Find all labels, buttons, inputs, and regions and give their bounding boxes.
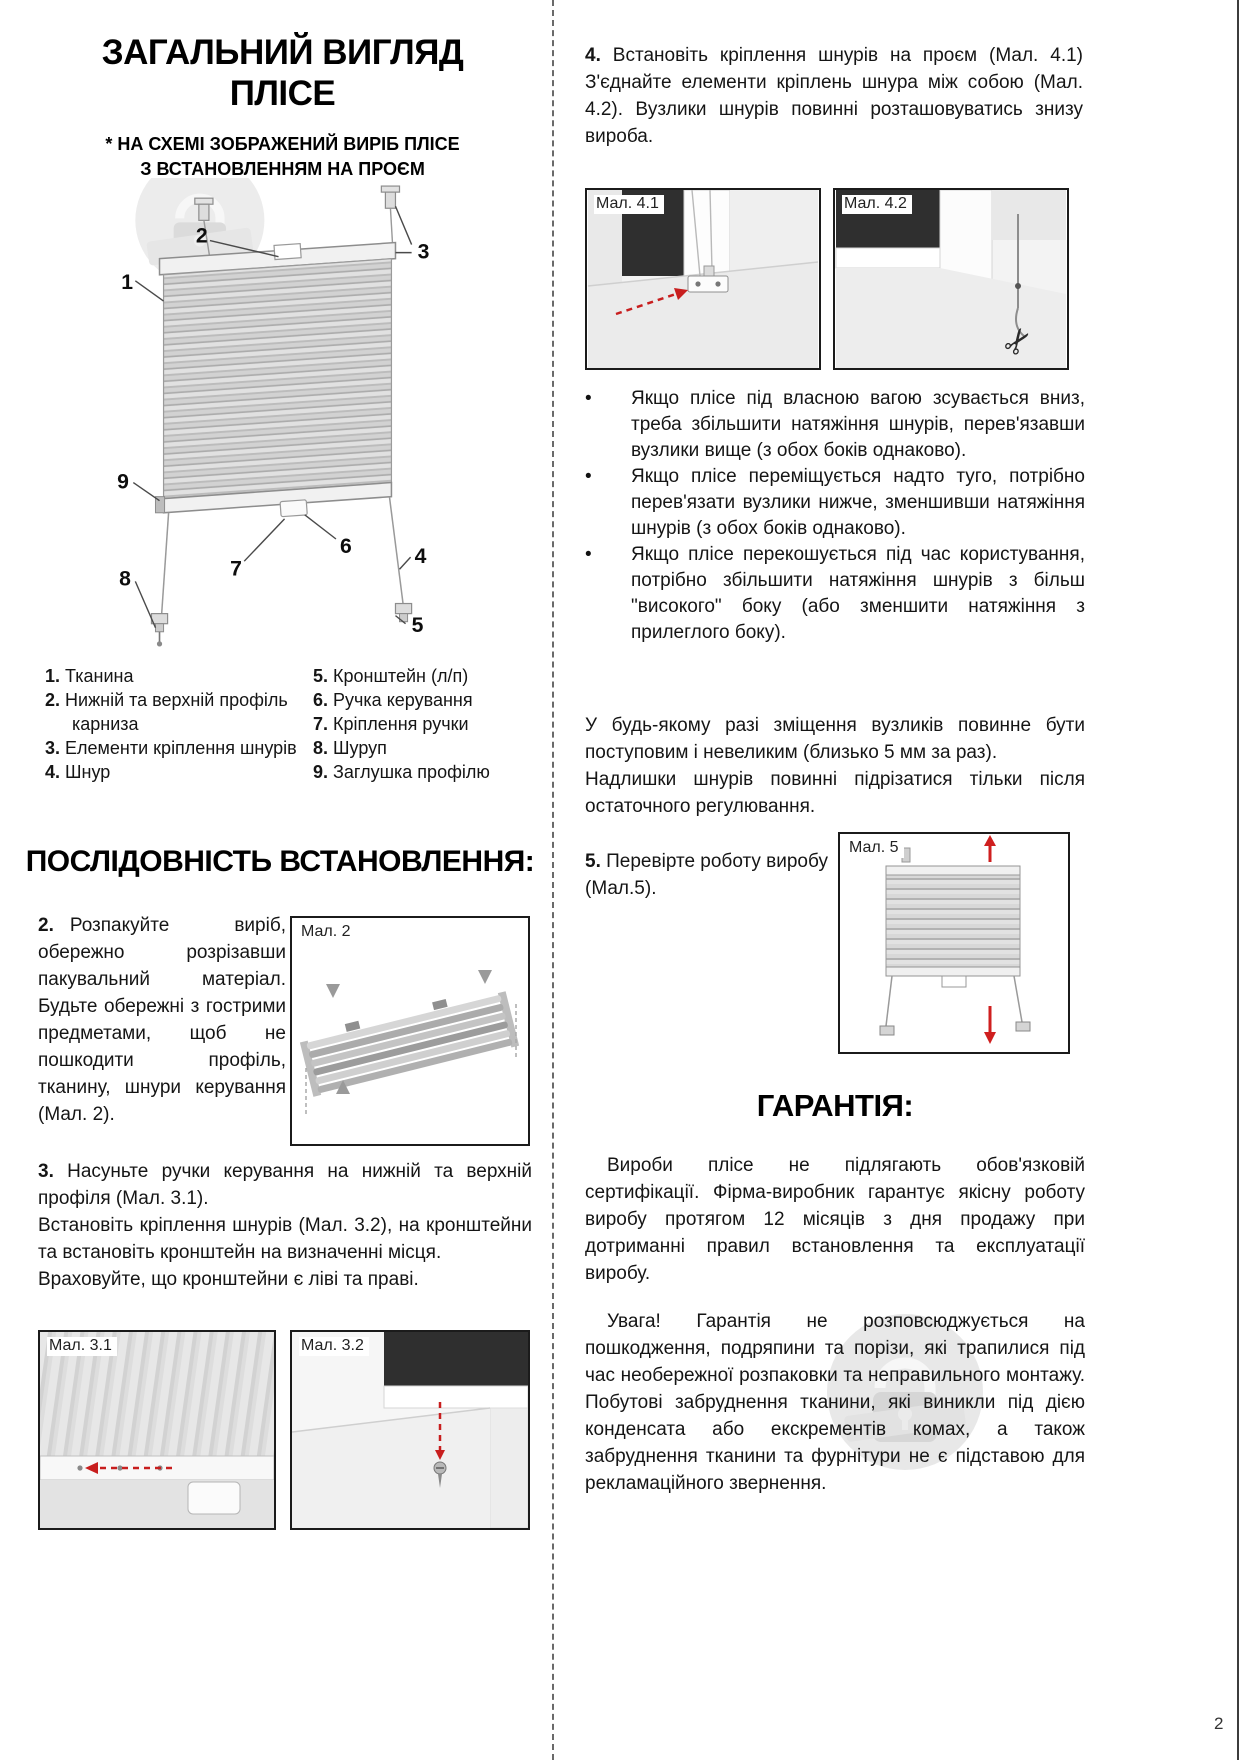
adjustment-bullets bbox=[585, 386, 1085, 646]
page-edge-line bbox=[1237, 0, 1239, 1760]
step-2-paragraph: 2. Розпакуйте виріб, обережно розрізавши пакувальний матеріал. Будьте обережні з гострими предметами, щоб не пошкодити профіль, тканину, шнури керування (Мал. 2). bbox=[38, 915, 286, 1125]
figure-5-image bbox=[840, 834, 1068, 1052]
overview-title-line1: ЗАГАЛЬНИЙ ВИГЛЯД bbox=[101, 33, 464, 72]
legend-item: 7. Кріплення ручки bbox=[313, 714, 469, 734]
figure-4-1 bbox=[585, 188, 821, 370]
product-diagram bbox=[50, 178, 505, 660]
install-heading: ПОСЛІДОВНІСТЬ ВСТАНОВЛЕННЯ: bbox=[25, 845, 535, 878]
page-number: 2 bbox=[1214, 1714, 1224, 1733]
bullet-item: • Якщо плісе під власною вагою зсувається вниз, треба збільшити натяжіння шнурів, перев'язавши вузлики вище (з обох боків однаково). bbox=[585, 386, 1085, 464]
scissors-icon: ✂ bbox=[994, 319, 1043, 365]
column-divider bbox=[552, 0, 554, 1760]
callout-9: 9 bbox=[117, 470, 129, 494]
step-5-paragraph: 5. Перевірте роботу виробу (Мал.5). bbox=[585, 851, 828, 899]
figure-5 bbox=[838, 832, 1070, 1054]
figure-3-1 bbox=[38, 1330, 276, 1530]
bullet-marker: • bbox=[585, 466, 592, 487]
legend-item: 6. Ручка керування bbox=[313, 690, 473, 710]
overview-note bbox=[30, 132, 535, 182]
legend-item: 5. Кронштейн (л/п) bbox=[313, 666, 469, 686]
warranty-heading: ГАРАНТІЯ: bbox=[756, 1088, 914, 1123]
legend-item: 3. Елементи кріплення шнурів bbox=[45, 738, 297, 758]
overview-title-line2: ПЛІСЕ bbox=[229, 74, 336, 113]
adjustment-note-2: Надлишки шнурів повинні підрізатися тільки після остаточного регулювання. bbox=[585, 769, 1085, 817]
figure-3-1-label: Мал. 3.1 bbox=[47, 1337, 117, 1356]
callout-4: 4 bbox=[414, 545, 427, 569]
bottom-brackets bbox=[151, 604, 411, 647]
callout-3: 3 bbox=[417, 240, 430, 264]
overview-note-line1: * НА СХЕМІ ЗОБРАЖЕНИЙ ВИРІБ ПЛІСЕ bbox=[105, 134, 460, 154]
figure-4-2-label: Мал. 4.2 bbox=[842, 195, 912, 214]
overview-note-line2: З ВСТАНОВЛЕННЯМ НА ПРОЄМ bbox=[140, 159, 425, 179]
figure-3-2-label: Мал. 3.2 bbox=[299, 1337, 369, 1356]
step-4-number: 4. bbox=[585, 45, 601, 66]
bullet-marker: • bbox=[585, 544, 592, 565]
step-3-paragraph: 3. Насуньте ручки керування на нижній та верхній профіля (Мал. 3.1). Встановіть кріплення шнурів (Мал. 3.2), на кронштейни та встановіть кронштейн на визначенні місця. Враховуйте, що кронштейни є ліві та праві. bbox=[38, 1161, 533, 1290]
figure-4-1-image bbox=[587, 190, 819, 368]
step-5-number: 5. bbox=[585, 851, 601, 872]
control-handle bbox=[280, 500, 307, 517]
pleated-fabric bbox=[164, 259, 392, 499]
figure-2-label: Мал. 2 bbox=[299, 923, 356, 942]
callout-5: 5 bbox=[411, 613, 424, 637]
callout-8: 8 bbox=[119, 567, 131, 591]
legend-column-right bbox=[313, 664, 543, 784]
callout-6: 6 bbox=[340, 535, 352, 559]
figure-4-2-image bbox=[835, 190, 1067, 368]
figure-4-1-label: Мал. 4.1 bbox=[594, 195, 664, 214]
figure-3-2-image bbox=[292, 1332, 528, 1528]
warranty-paragraph-2: Увага! Гарантія не розповсюджується на пошкодження, подряпини та порізи, які трапилися під час необережної розпаковки та неправильного монтажу. Побутові забруднення тканини, які виникли під дією конденсата або екскрементів комах, а також забруднення тканини та фурнітури не є підставою для рекламаційного звернення. bbox=[585, 1311, 1085, 1494]
legend-item: 8. Шуруп bbox=[313, 738, 387, 758]
bullet-item: • Якщо плісе перекошується під час користування, потрібно збільшити натяжіння шнурів з більш "високого" боку (або зменшити натяжіння з прилеглого боку). bbox=[585, 542, 1085, 646]
legend-column-left bbox=[45, 664, 297, 784]
pleated-blind-diagram bbox=[50, 178, 505, 660]
step-4-paragraph: 4. Встановіть кріплення шнурів на проєм (Мал. 4.1) З'єднайте елементи кріплень шнура між собою (Мал. 4.2). Вузлики шнурів повинні розташовуватись знизу вироба. bbox=[585, 45, 1083, 147]
figure-3-1-image bbox=[40, 1332, 274, 1528]
step-2-number: 2. bbox=[38, 915, 54, 936]
bullet-item: • Якщо плісе переміщується надто туго, потрібно перев'язати вузлики нижче, зменшивши натяжіння шнурів (з обох боків однаково). bbox=[585, 464, 1085, 542]
legend-item: 9. Заглушка профілю bbox=[313, 762, 490, 782]
step-3-number: 3. bbox=[38, 1161, 54, 1182]
callout-2: 2 bbox=[195, 224, 208, 248]
legend-item: 1. Тканина bbox=[45, 666, 134, 686]
warranty-paragraph-1: Вироби плісе не підлягають обов'язковій сертифікації. Фірма-виробник гарантує якісну роботу виробу протягом 12 місяців з дня продажу при дотриманні правил встановлення та експлуатації виробу. bbox=[585, 1155, 1085, 1284]
figure-4-2 bbox=[833, 188, 1069, 370]
callout-1: 1 bbox=[121, 270, 133, 294]
callout-7: 7 bbox=[230, 557, 242, 581]
overview-title bbox=[30, 32, 535, 114]
adjustment-note-1: У будь-якому разі зміщення вузликів повинне бути поступовим і невеликим (близько 5 мм за раз). bbox=[585, 715, 1085, 763]
bullet-marker: • bbox=[585, 388, 592, 409]
figure-2-image bbox=[292, 918, 528, 1144]
figure-3-2 bbox=[290, 1330, 530, 1530]
legend-item: 4. Шнур bbox=[45, 762, 111, 782]
figure-5-label: Мал. 5 bbox=[847, 839, 904, 858]
right-cord bbox=[389, 497, 403, 608]
legend-item: 2. Нижній та верхній профіль карниза bbox=[45, 690, 288, 734]
figure-2 bbox=[290, 916, 530, 1146]
left-cord bbox=[162, 513, 169, 616]
